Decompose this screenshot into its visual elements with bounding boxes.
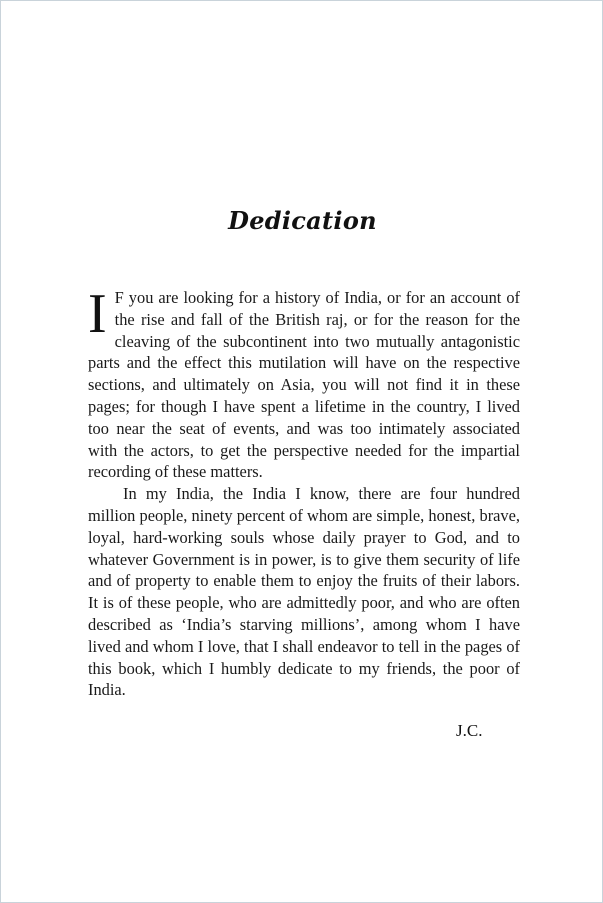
paragraph-1 <box>88 283 520 483</box>
page-title: Dedication <box>228 206 377 235</box>
paragraph-1-text: F you are looking for a history of India, or for an account of the rise and fall of the British raj, or for the reason for the cleaving of the subcontinent into two mutually antagonistic parts and the effect this mutilation will have on the respective sections, and ultimately on Asia, you will not find it in these pages; for though I have spent a lifetime in the country, I lived too near the seat of events, and was too intimately associated with the actors, to get the perspective needed for the impartial recording of these matters. <box>88 288 520 482</box>
drop-cap: I <box>88 283 107 345</box>
paragraph-2: In my India, the India I know, there are four hundred million people, ninety percent of whom are simple, honest, brave, loyal, hard-working souls whose daily prayer to God, and to whatever Government is in power, is to give them security of life and of property to enable them to enjoy the fruits of their labors. It is of these people, who are admittedly poor, and who are often described as ‘India’s starving millions’, among whom I have lived and whom I love, that I shall endeavor to tell in the pages of this book, which I humbly dedicate to my friends, the poor of India. <box>88 484 520 700</box>
signature: J.C. <box>456 721 483 740</box>
dedication-body <box>88 283 520 701</box>
